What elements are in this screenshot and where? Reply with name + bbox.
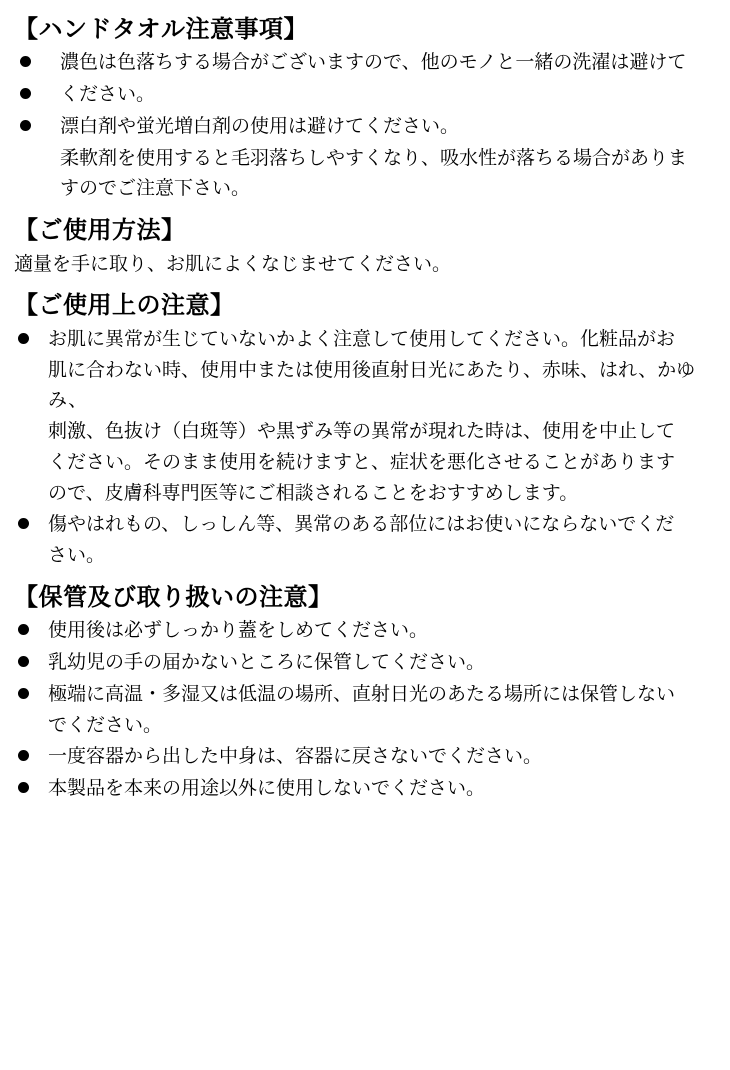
bullet-list xyxy=(14,325,712,572)
list-item xyxy=(14,325,712,510)
list-item-text: 濃色は色落ちする場合がございますので、他のモノと一緒の洗濯は避けて xyxy=(60,52,687,74)
bullet-dot-icon xyxy=(18,624,29,635)
list-item-text: ので、皮膚科専門医等にご相談されることをおすすめします。 xyxy=(48,482,579,504)
list-item xyxy=(14,680,712,742)
list-item xyxy=(14,510,712,572)
continuation-line: 柔軟剤を使用すると毛羽落ちしやすくなり、吸水性が落ちる場合がありま xyxy=(60,147,688,169)
bullet-list xyxy=(14,616,712,805)
list-item xyxy=(14,616,712,647)
list-item-text: でください。 xyxy=(48,714,163,736)
list-item xyxy=(14,80,712,111)
bullet-dot-icon xyxy=(18,656,29,667)
list-item-text: 使用後は必ずしっかり蓋をしめてください。 xyxy=(48,620,429,642)
section-heading: 【ハンドタオル注意事項】 xyxy=(14,17,308,43)
paragraph: 適量を手に取り、お肌によくなじませてください。 xyxy=(14,253,452,275)
list-item-text: 肌に合わない時、使用中または使用後直射日光にあたり、赤味、はれ、かゆみ、 xyxy=(48,359,696,412)
section-storage-handling xyxy=(14,582,712,805)
section-heading: 【保管及び取り扱いの注意】 xyxy=(14,584,333,611)
list-item-text: 一度容器から出した中身は、容器に戻さないでください。 xyxy=(48,746,543,768)
section-heading: 【ご使用方法】 xyxy=(14,218,186,245)
bullet-dot-icon xyxy=(18,750,29,761)
list-item-text: 本製品を本来の用途以外に使用しないでください。 xyxy=(48,778,486,800)
list-item-text: ください。 xyxy=(60,84,156,106)
section-hand-towel-notes xyxy=(14,14,712,205)
bullet-dot-icon xyxy=(20,88,31,99)
section-heading: 【ご使用上の注意】 xyxy=(14,293,235,320)
list-item-text: 極端に高温・多湿又は低温の場所、直射日光のあたる場所には保管しない xyxy=(48,683,676,705)
section-usage-precautions xyxy=(14,290,712,572)
continuation-line: すのでご注意下さい。 xyxy=(60,178,251,200)
bullet-dot-icon xyxy=(18,333,29,344)
bullet-dot-icon xyxy=(18,688,29,699)
list-item xyxy=(14,48,712,79)
bullet-dot-icon xyxy=(20,56,31,67)
list-item-text: お肌に異常が生じていないかよく注意して使用してください。化粧品がお xyxy=(48,328,676,350)
section-how-to-use xyxy=(14,215,712,280)
list-item xyxy=(14,774,712,805)
list-item xyxy=(14,648,712,679)
list-item-text: ください。そのまま使用を続けますと、症状を悪化させることがあります xyxy=(48,451,676,473)
list-item-text: 刺激、色抜け（白斑等）や黒ずみ等の異常が現れた時は、使用を中止して xyxy=(48,421,676,443)
bullet-dot-icon xyxy=(18,782,29,793)
list-item-text: 傷やはれもの、しっしん等、異常のある部位にはお使いにならないでくだ xyxy=(48,514,675,536)
bullet-dot-icon xyxy=(18,518,29,529)
list-item-text: さい。 xyxy=(48,545,106,567)
list-item xyxy=(14,112,712,143)
list-item-text: 漂白剤や蛍光増白剤の使用は避けてください。 xyxy=(60,115,460,137)
bullet-list xyxy=(14,48,712,142)
list-item-text: 乳幼児の手の届かないところに保管してください。 xyxy=(48,652,486,674)
bullet-dot-icon xyxy=(20,120,31,131)
list-item xyxy=(14,742,712,773)
